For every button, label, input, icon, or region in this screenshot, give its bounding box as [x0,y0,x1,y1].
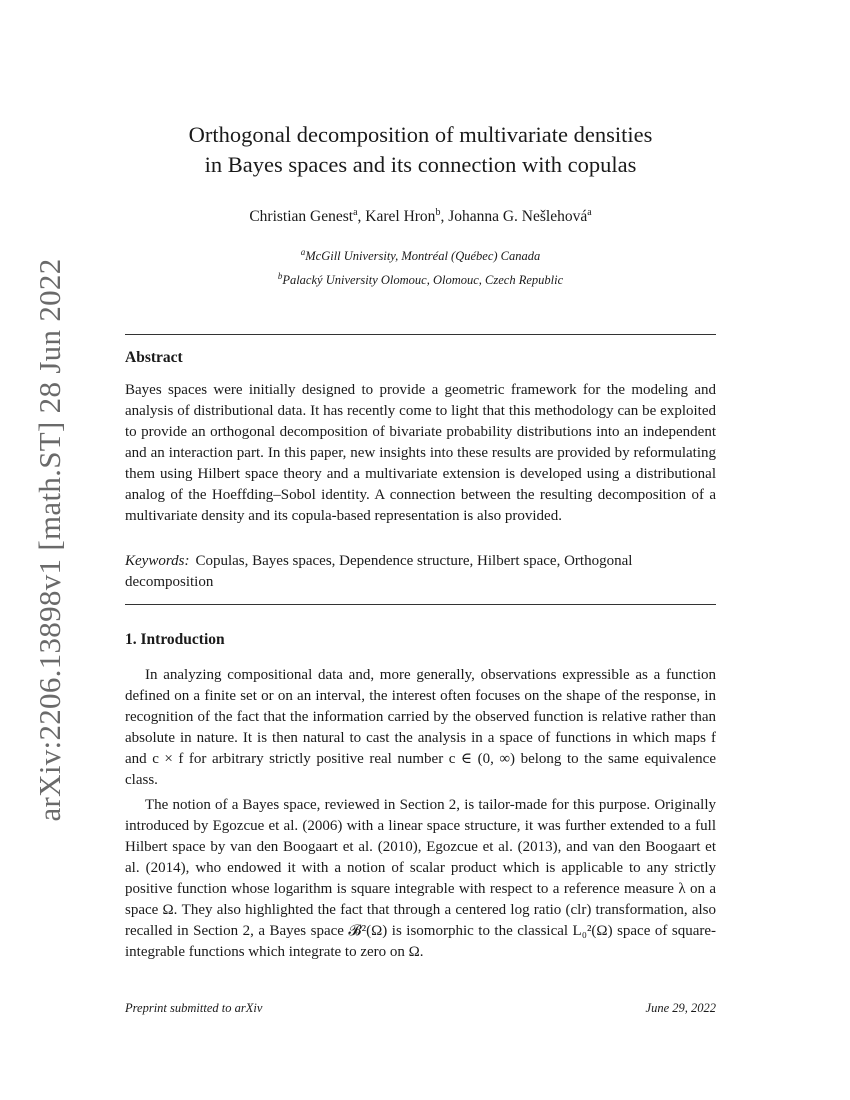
body-paragraph: In analyzing compositional data and, more generally, observations expressible as a function defined on a finite set or on an interval, the interest often focuses on the shape of the response, in recognition of the fact that the information carried by the observed function is relative rather than absolute in nature. It is then natural to cast the analysis in a space of functions in which maps f and c × f for arbitrary strictly positive real number c ∈ (0, ∞) belong to the same equivalence class. [125,667,716,788]
author-affiliation-mark: b [435,207,441,218]
section-heading: 1. Introduction [125,631,225,648]
author-name: Karel Hron [365,208,436,226]
affiliation-mark: a [300,247,306,257]
arxiv-identifier: arXiv:2206.13898v1 [math.ST] 28 Jun 2022 [32,258,67,822]
title-line: in Bayes spaces and its connection with copulas [204,152,637,177]
abstract-text: Bayes spaces were initially designed to provide a geometric framework for the modeling and analysis of distributional data. It has recently come to light that this methodology can be exploited to provide an orthogonal decomposition of bivariate probability distributions into an independent and an interaction part. In this paper, new insights into these results are provided by reformulating them using Hilbert space theory and a multivariate extension is developed using a distributional analog of the Hoeffding–Sobol identity. A connection between the resulting decomposition of a multivariate density and its copula-based representation is also provided. [125,382,716,524]
abstract-bottom-rule [125,604,716,605]
author-affiliation-mark: a [353,207,358,218]
keywords [125,551,716,593]
affiliation-text: Palacký University Olomouc, Olomouc, Czech Republic [282,273,564,288]
abstract-heading: Abstract [125,349,183,366]
title-line: Orthogonal decomposition of multivariate densities [188,122,653,147]
affiliation [125,247,716,264]
author-name: Christian Genest [249,208,354,226]
affiliation [125,271,716,288]
affiliation-text: McGill University, Montréal (Québec) Canada [305,249,541,264]
keywords-label: Keywords: [125,553,190,569]
author-affiliation-mark: a [587,207,592,218]
paper-title [125,120,716,180]
keywords-text: Copulas, Bayes spaces, Dependence structure, Hilbert space, Orthogonal decomposition [125,553,633,590]
author-name: Johanna G. Nešlehová [448,208,588,226]
author-list: Christian Genest$^a$, Karel Hron$^b$, Johanna G. Nešlehová$^a$ [249,207,592,226]
affiliation-mark: b [277,271,283,281]
body-paragraph: The notion of a Bayes space, reviewed in Section 2, is tailor-made for this purpose. Originally introduced by Egozcue et al. (2006) with a linear space structure, it was further extended to a full Hilbert space by van den Boogaart et al. (2010), Egozcue et al. (2013), and van den Boogaart et al. (2014), who endowed it with a notion of scalar product which is applicable to any strictly positive function whose logarithm is square integrable with respect to a reference measure λ on a space Ω. They also highlighted the fact that through a centered log ratio (clr) transformation, also recalled in Section 2, a Bayes space 𝓑²(Ω) is isomorphic to the classical L₀²(Ω) space of square-integrable functions which integrate to zero on Ω. [125,797,716,960]
footer-date: June 29, 2022 [645,1001,716,1015]
abstract-top-rule [125,334,716,335]
footer-preprint-note: Preprint submitted to arXiv [125,1001,263,1015]
